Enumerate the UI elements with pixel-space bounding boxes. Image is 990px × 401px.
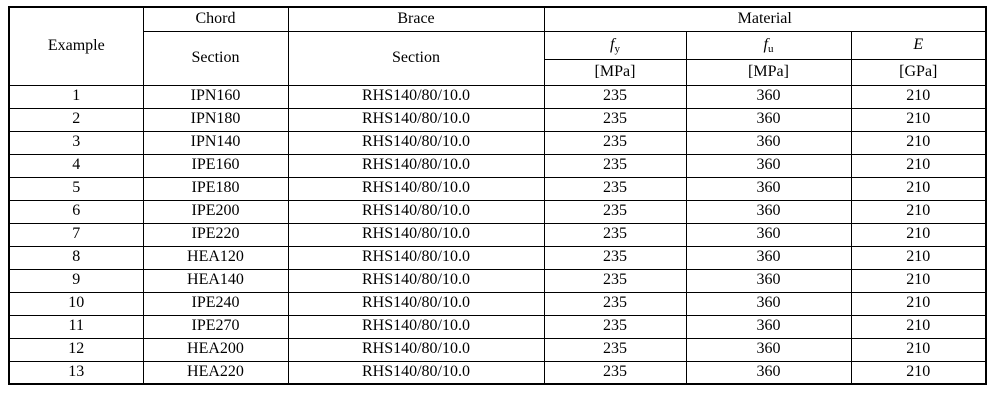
cell-example: 8: [9, 246, 143, 269]
cell-brace-section: RHS140/80/10.0: [288, 154, 544, 177]
cell-e: 210: [851, 177, 986, 200]
cell-fu: 360: [686, 361, 851, 384]
cell-e: 210: [851, 223, 986, 246]
cell-fy: 235: [544, 292, 686, 315]
cell-fu: 360: [686, 108, 851, 131]
table-row: [9, 292, 986, 315]
cell-example: 3: [9, 131, 143, 154]
cell-fu: 360: [686, 269, 851, 292]
cell-fu: 360: [686, 154, 851, 177]
cell-fy: 235: [544, 315, 686, 338]
cell-brace-section: RHS140/80/10.0: [288, 85, 544, 108]
cell-example: 2: [9, 108, 143, 131]
table-row: [9, 361, 986, 384]
cell-chord-section: IPE220: [143, 223, 288, 246]
cell-fy: 235: [544, 200, 686, 223]
header-fy: [544, 31, 686, 59]
cell-brace-section: RHS140/80/10.0: [288, 361, 544, 384]
cell-example: 4: [9, 154, 143, 177]
cell-e: 210: [851, 315, 986, 338]
cell-fu: 360: [686, 223, 851, 246]
cell-chord-section: IPE160: [143, 154, 288, 177]
cell-chord-section: IPN160: [143, 85, 288, 108]
material-properties-table: [8, 6, 987, 385]
cell-brace-section: RHS140/80/10.0: [288, 338, 544, 361]
cell-brace-section: RHS140/80/10.0: [288, 246, 544, 269]
cell-brace-section: RHS140/80/10.0: [288, 292, 544, 315]
cell-fy: 235: [544, 154, 686, 177]
table-row: [9, 200, 986, 223]
table-row: [9, 154, 986, 177]
cell-chord-section: IPE270: [143, 315, 288, 338]
cell-chord-section: IPE240: [143, 292, 288, 315]
cell-fy: 235: [544, 223, 686, 246]
cell-brace-section: RHS140/80/10.0: [288, 223, 544, 246]
cell-example: 12: [9, 338, 143, 361]
table-row: [9, 177, 986, 200]
cell-example: 10: [9, 292, 143, 315]
e-symbol: E: [913, 35, 924, 53]
cell-fy: 235: [544, 246, 686, 269]
header-material: Material: [544, 7, 986, 31]
cell-fu: 360: [686, 177, 851, 200]
table-row: [9, 246, 986, 269]
cell-e: 210: [851, 361, 986, 384]
cell-e: 210: [851, 338, 986, 361]
cell-fu: 360: [686, 246, 851, 269]
table-row: [9, 315, 986, 338]
cell-chord-section: HEA120: [143, 246, 288, 269]
header-e: [851, 31, 986, 59]
cell-brace-section: RHS140/80/10.0: [288, 177, 544, 200]
table-row: [9, 85, 986, 108]
header-e-unit: [GPa]: [851, 59, 986, 85]
cell-fy: 235: [544, 269, 686, 292]
cell-brace-section: RHS140/80/10.0: [288, 315, 544, 338]
cell-chord-section: IPE180: [143, 177, 288, 200]
table-row: [9, 131, 986, 154]
table-row: [9, 269, 986, 292]
cell-example: 9: [9, 269, 143, 292]
header-fy-unit: [MPa]: [544, 59, 686, 85]
cell-fu: 360: [686, 200, 851, 223]
cell-example: 1: [9, 85, 143, 108]
cell-example: 5: [9, 177, 143, 200]
cell-e: 210: [851, 108, 986, 131]
header-fu-unit: [MPa]: [686, 59, 851, 85]
table-row: [9, 223, 986, 246]
cell-e: 210: [851, 131, 986, 154]
cell-e: 210: [851, 246, 986, 269]
header-chord-section: Section: [143, 31, 288, 85]
cell-chord-section: IPE200: [143, 200, 288, 223]
cell-brace-section: RHS140/80/10.0: [288, 131, 544, 154]
cell-example: 11: [9, 315, 143, 338]
header-brace: Brace: [288, 7, 544, 31]
cell-fy: 235: [544, 85, 686, 108]
cell-e: 210: [851, 200, 986, 223]
cell-fy: 235: [544, 108, 686, 131]
cell-fu: 360: [686, 131, 851, 154]
cell-fy: 235: [544, 361, 686, 384]
fu-symbol: f: [763, 35, 768, 53]
cell-example: 6: [9, 200, 143, 223]
cell-example: 7: [9, 223, 143, 246]
fy-subscript: y: [614, 42, 620, 55]
cell-fu: 360: [686, 315, 851, 338]
cell-brace-section: RHS140/80/10.0: [288, 200, 544, 223]
cell-fu: 360: [686, 338, 851, 361]
cell-chord-section: HEA140: [143, 269, 288, 292]
cell-fy: 235: [544, 177, 686, 200]
cell-e: 210: [851, 85, 986, 108]
cell-fy: 235: [544, 338, 686, 361]
cell-chord-section: HEA200: [143, 338, 288, 361]
cell-chord-section: IPN180: [143, 108, 288, 131]
cell-brace-section: RHS140/80/10.0: [288, 269, 544, 292]
cell-fy: 235: [544, 131, 686, 154]
fy-symbol: f: [610, 35, 615, 53]
cell-chord-section: IPN140: [143, 131, 288, 154]
cell-e: 210: [851, 292, 986, 315]
table-row: [9, 338, 986, 361]
cell-e: 210: [851, 269, 986, 292]
table-row: [9, 108, 986, 131]
header-example: Example: [9, 7, 143, 85]
cell-fu: 360: [686, 85, 851, 108]
cell-e: 210: [851, 154, 986, 177]
cell-fu: 360: [686, 292, 851, 315]
header-fu: [686, 31, 851, 59]
header-chord: Chord: [143, 7, 288, 31]
cell-chord-section: HEA220: [143, 361, 288, 384]
cell-example: 13: [9, 361, 143, 384]
fu-subscript: u: [767, 42, 774, 55]
cell-brace-section: RHS140/80/10.0: [288, 108, 544, 131]
header-brace-section: Section: [288, 31, 544, 85]
